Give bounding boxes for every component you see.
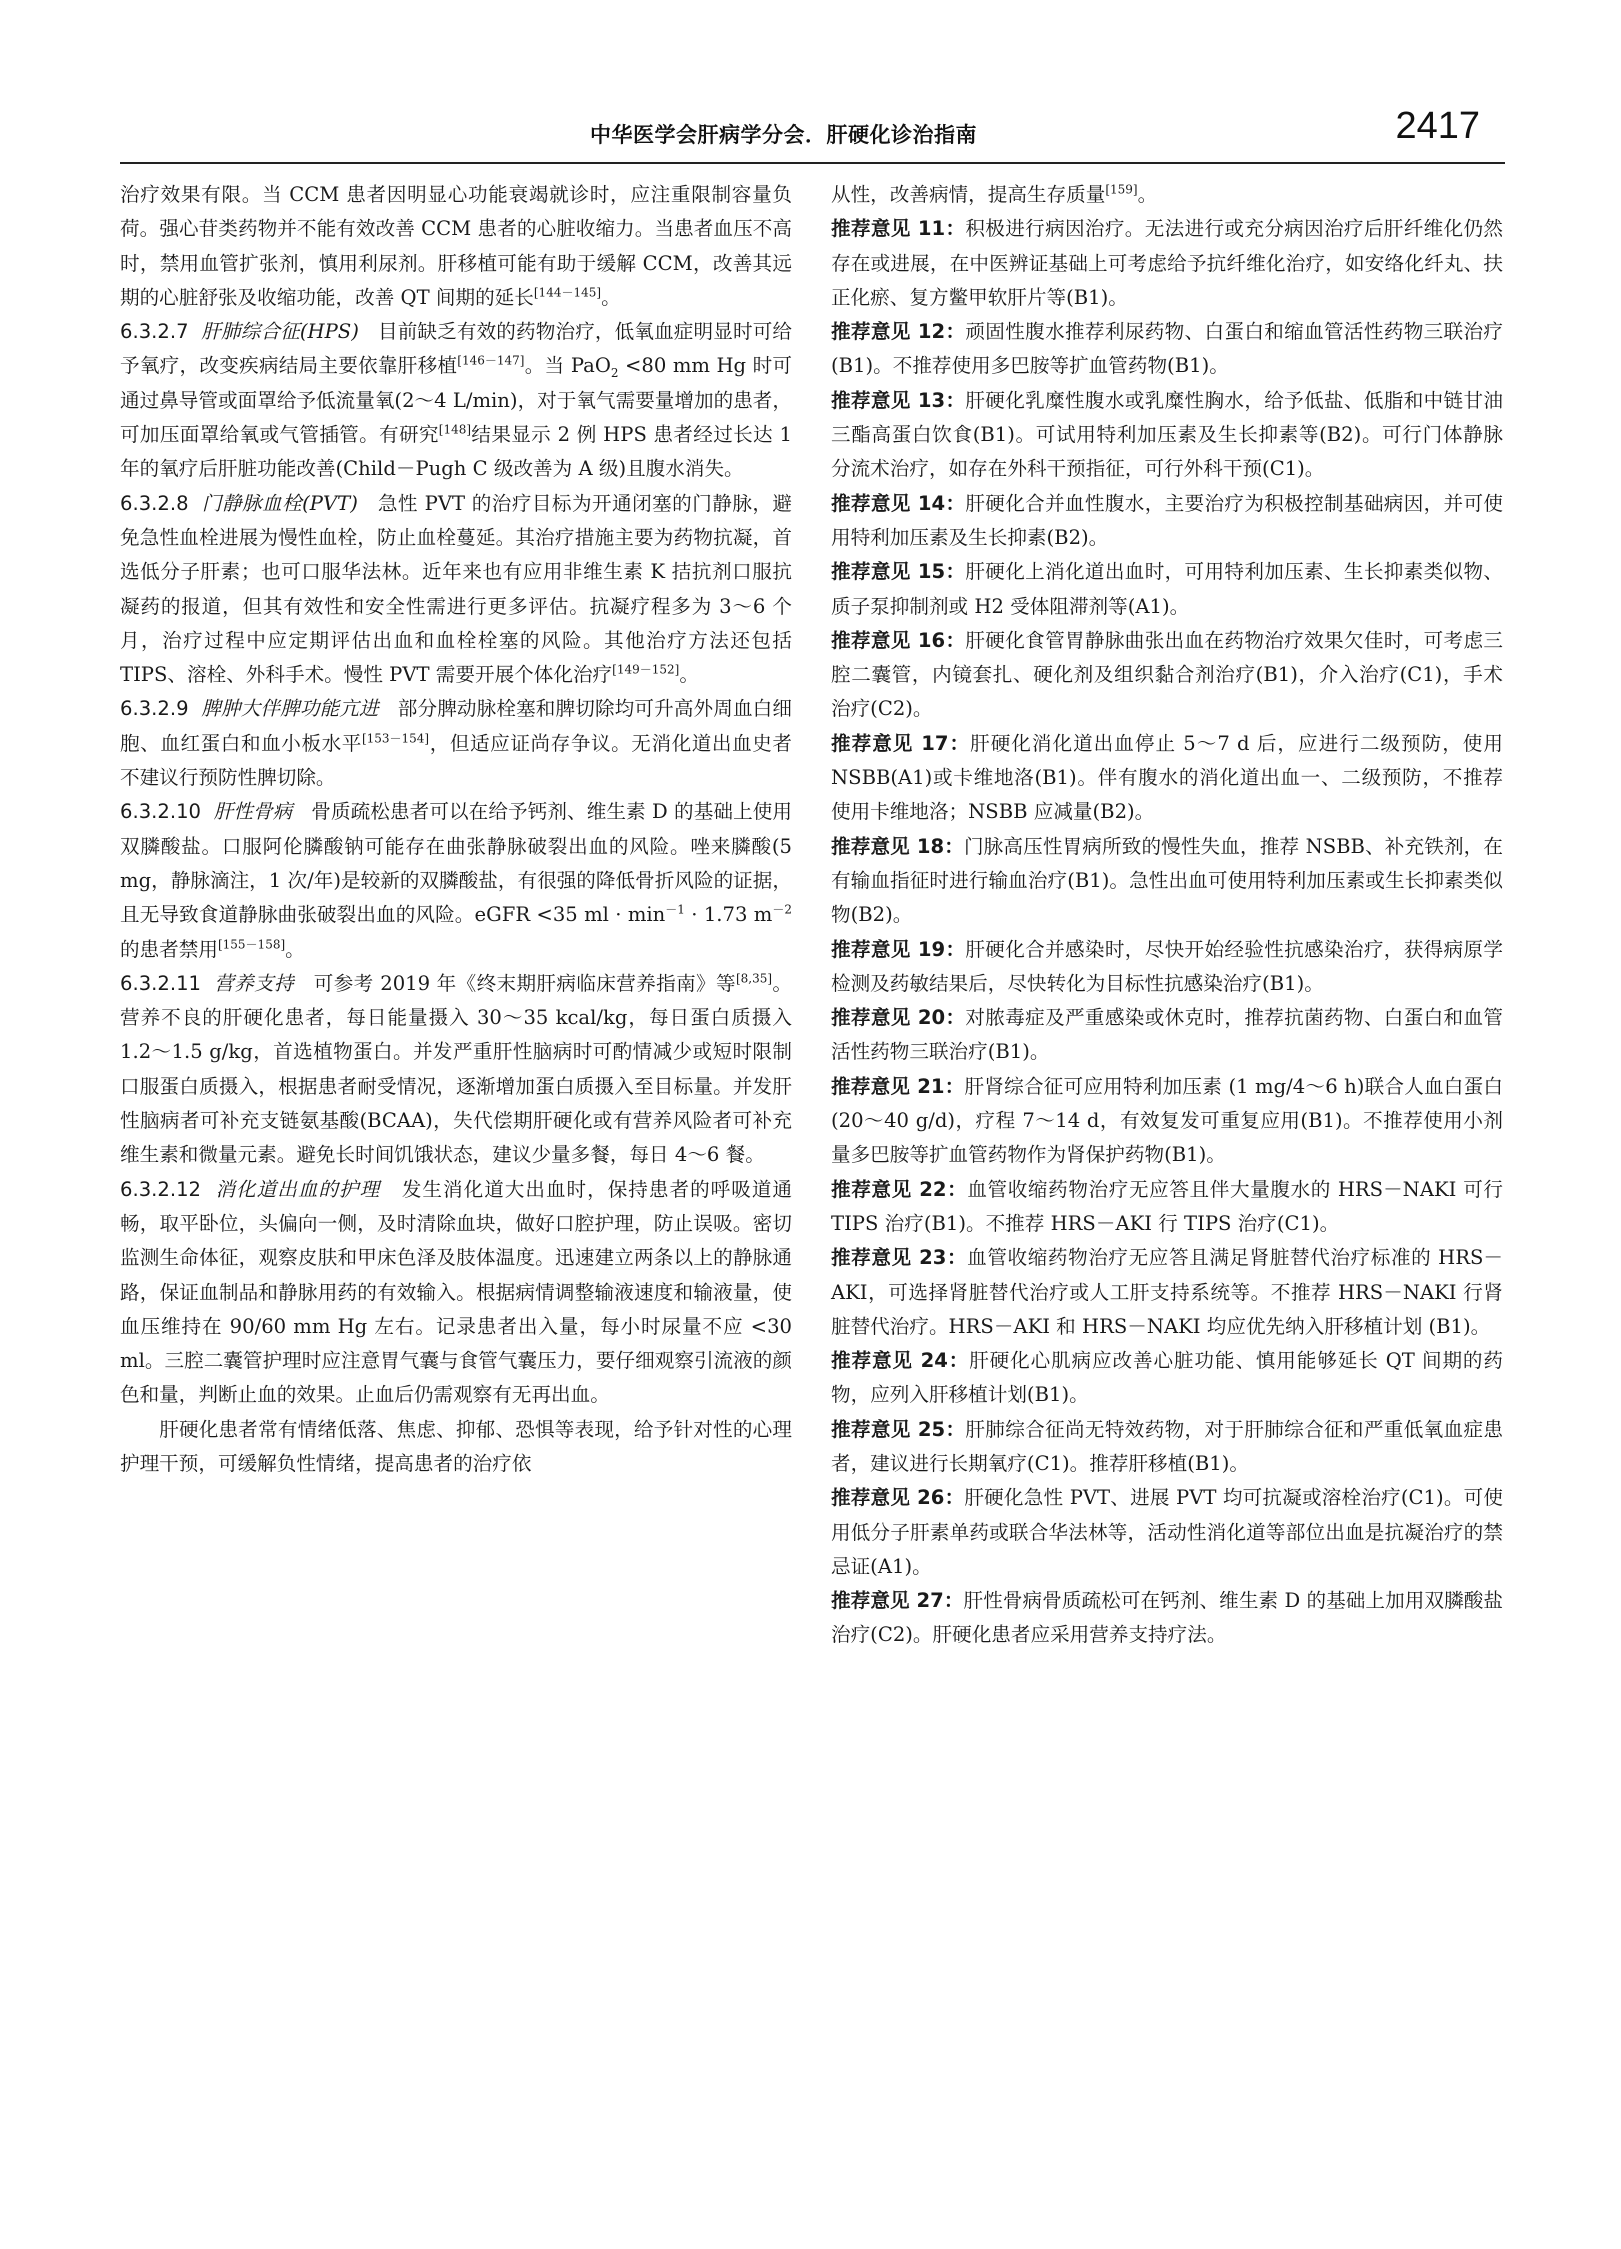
recommendation-label: 推荐意见 16： bbox=[831, 628, 966, 652]
recommendation-text: 肝性骨病骨质疏松可在钙剂、维生素 D 的基础上加用双膦酸盐治疗(C2)。肝硬化患者应采用营养支持疗法。 bbox=[831, 1589, 1503, 1647]
section-number: 6.3.2.7 bbox=[120, 320, 189, 344]
recommendation bbox=[831, 1241, 1503, 1344]
recommendation-text: 肝硬化上消化道出血时，可用特利加压素、生长抑素类似物、质子泵抑制剂或 H2 受体阻滞剂等(A1)。 bbox=[831, 560, 1503, 618]
recommendation-label: 推荐意见 26： bbox=[831, 1486, 965, 1510]
recommendation-text: 肝硬化心肌病应改善心脏功能、慎用能够延长 QT 间期的药物，应列入肝移植计划(B1)。 bbox=[831, 1349, 1503, 1407]
right-column bbox=[831, 178, 1503, 1653]
recommendation-text: 肝肺综合征尚无特效药物，对于肝肺综合征和严重低氧血症患者，建议进行长期氧疗(C1)。推荐肝移植(B1)。 bbox=[831, 1417, 1503, 1475]
recommendation bbox=[831, 727, 1503, 830]
recommendation-text: 肝硬化合并血性腹水，主要治疗为积极控制基础病因，并可使用特利加压素及生长抑素(B2)。 bbox=[831, 491, 1503, 549]
text: 治疗效果有限。当 CCM 患者因明显心功能衰竭就诊时，应注重限制容量负荷。强心苷类药物并不能有效改善 CCM 患者的心脏收缩力。当患者血压不高时，禁用血管扩张剂，慎用利尿剂。肝移植可能有助于缓解 CCM，改善其远期的心脏舒张及收缩功能，改善 QT 间期的延长 bbox=[120, 183, 792, 309]
recommendation bbox=[831, 487, 1503, 556]
text: 发生消化道大出血时，保持患者的呼吸道通畅，取平卧位，头偏向一侧，及时清除血块，做好口腔护理，防止误吸。密切监测生命体征，观察皮肤和甲床色泽及肢体温度。迅速建立两条以上的静脉通路，保证血制品和静脉用药的有效输入。根据病情调整输液速度和输液量，使血压维持在 90/60 mm Hg 左右。记录患者出入量，每小时尿量不应 <30 ml。三腔二囊管护理时应注意胃气囊与食管气囊压力，要仔细观察引流液的颜色和量，判断止血的效果。止血后仍需观察有无再出血。 bbox=[120, 1177, 793, 1407]
section-title: 肝肺综合征(HPS) bbox=[201, 320, 359, 344]
recommendation-text: 肝硬化合并感染时，尽快开始经验性抗感染治疗，获得病原学检测及药敏结果后，尽快转化为目标性抗感染治疗(B1)。 bbox=[831, 937, 1503, 995]
recommendation-text: 门脉高压性胃病所致的慢性失血，推荐 NSBB、补充铁剂，在有输血指征时进行输血治疗(B1)。急性出血可使用特利加压素或生长抑素类似物(B2)。 bbox=[831, 834, 1503, 927]
continued-paragraph bbox=[831, 178, 1503, 212]
section-title: 肝性骨病 bbox=[213, 800, 293, 824]
section-6-3-2-10 bbox=[120, 795, 792, 966]
text: 部分脾动脉栓塞和脾切除均可升高外周血白细胞、血红蛋白和血小板水平 bbox=[120, 697, 792, 755]
text: <80 mm Hg 时可通过鼻导管或面罩给予低流量氧(2～4 L/min)，对于氧气需要量增加的患者，可加压面罩给氧或气管插管。有研究 bbox=[120, 354, 793, 447]
citation: [8,35] bbox=[735, 971, 773, 986]
recommendation bbox=[831, 315, 1503, 384]
recommendation-text: 对脓毒症及严重感染或休克时，推荐抗菌药物、白蛋白和血管活性药物三联治疗(B1)。 bbox=[831, 1006, 1503, 1064]
recommendation-label: 推荐意见 22： bbox=[831, 1177, 968, 1201]
text: 。 bbox=[601, 285, 621, 309]
recommendation-text: 肝肾综合征可应用特利加压素 (1 mg/4～6 h)联合人血白蛋白(20～40 g/d)，疗程 7～14 d，有效复发可重复应用(B1)。不推荐使用小剂量多巴胺等扩血管药物作为肾保护药物(B1)。 bbox=[831, 1074, 1504, 1167]
section-number: 6.3.2.8 bbox=[120, 491, 189, 515]
recommendation bbox=[831, 1001, 1503, 1070]
recommendation-label: 推荐意见 24： bbox=[831, 1349, 970, 1373]
citation: [153－154] bbox=[361, 731, 430, 746]
superscript: －1 bbox=[665, 902, 685, 917]
recommendation bbox=[831, 1070, 1503, 1173]
recommendation-label: 推荐意见 18： bbox=[831, 834, 964, 858]
recommendation bbox=[831, 1173, 1503, 1242]
recommendation-label: 推荐意见 23： bbox=[831, 1246, 968, 1270]
recommendation-label: 推荐意见 11： bbox=[831, 217, 966, 241]
section-title: 消化道出血的护理 bbox=[215, 1177, 381, 1201]
recommendation-label: 推荐意见 12： bbox=[831, 320, 966, 344]
recommendation-text: 肝硬化消化道出血停止 5～7 d 后，应进行二级预防，使用 NSBB(A1)或卡维地洛(B1)。伴有腹水的消化道出血一、二级预防，不推荐使用卡维地洛；NSBB 应减量(B2)。 bbox=[831, 731, 1503, 824]
recommendation-label: 推荐意见 21： bbox=[831, 1074, 965, 1098]
header-rule bbox=[120, 162, 1505, 164]
citation: [155－158] bbox=[217, 937, 286, 951]
left-column bbox=[120, 178, 792, 1481]
page-header bbox=[120, 105, 1500, 155]
citation: [159] bbox=[1105, 182, 1138, 197]
text: · 1.73 m bbox=[684, 903, 773, 927]
recommendation bbox=[831, 830, 1503, 933]
recommendation-text: 肝硬化急性 PVT、进展 PVT 均可抗凝或溶栓治疗(C1)。可使用低分子肝素单药或联合华法林等，活动性消化道等部位出血是抗凝治疗的禁忌证(A1)。 bbox=[831, 1486, 1503, 1578]
paragraph-ccm bbox=[120, 178, 792, 315]
recommendation-text: 血管收缩药物治疗无应答且满足肾脏替代治疗标准的 HRS－AKI，可选择肾脏替代治疗或人工肝支持系统等。不推荐 HRS－NAKI 行肾脏替代治疗。HRS－AKI 和 HRS－NAKI 均应优先纳入肝移植计划 (B1)。 bbox=[831, 1246, 1503, 1338]
section-6-3-2-7 bbox=[120, 315, 792, 486]
recommendation bbox=[831, 212, 1503, 315]
recommendation-text: 积极进行病因治疗。无法进行或充分病因治疗后肝纤维化仍然存在或进展，在中医辨证基础上可考虑给予抗纤维化治疗，如安络化纤丸、扶正化瘀、复方鳖甲软肝片等(B1)。 bbox=[831, 217, 1503, 309]
section-title: 脾肿大伴脾功能亢进 bbox=[201, 697, 379, 721]
section-title: 门静脉血栓(PVT) bbox=[201, 491, 358, 515]
subscript: 2 bbox=[610, 366, 619, 381]
text: 从性，改善病情，提高生存质量 bbox=[831, 183, 1106, 206]
recommendation-label: 推荐意见 15： bbox=[831, 560, 966, 584]
text: 。 bbox=[285, 937, 305, 961]
text: 。 bbox=[679, 663, 699, 687]
recommendation-label: 推荐意见 19： bbox=[831, 937, 966, 961]
recommendation-label: 推荐意见 20： bbox=[831, 1006, 966, 1030]
recommendation-text: 肝硬化乳糜性腹水或乳糜性胸水，给予低盐、低脂和中链甘油三酯高蛋白饮食(B1)。可试用特利加压素及生长抑素等(B2)。可行门体静脉分流术治疗，如存在外科干预指征，可行外科干预(C1)。 bbox=[831, 388, 1503, 481]
citation: [149－152] bbox=[612, 662, 680, 677]
recommendation-label: 推荐意见 27： bbox=[831, 1589, 964, 1613]
recommendation-text: 肝硬化食管胃静脉曲张出血在药物治疗效果欠佳时，可考虑三腔二囊管，内镜套扎、硬化剂及组织黏合剂治疗(B1)，介入治疗(C1)，手术治疗(C2)。 bbox=[831, 628, 1503, 721]
recommendation-list bbox=[831, 212, 1503, 1652]
recommendation-label: 推荐意见 17： bbox=[831, 731, 971, 755]
recommendation-text: 顽固性腹水推荐利尿药物、白蛋白和缩血管活性药物三联治疗(B1)。不推荐使用多巴胺等扩血管药物(B1)。 bbox=[831, 320, 1503, 378]
section-6-3-2-8 bbox=[120, 487, 792, 693]
citation: [146－147] bbox=[457, 353, 525, 368]
recommendation bbox=[831, 384, 1503, 487]
section-6-3-2-12 bbox=[120, 1173, 792, 1413]
section-number: 6.3.2.11 bbox=[120, 971, 202, 995]
text: ，但适应证尚存争议。无消化道出血史者不建议行预防性脾切除。 bbox=[120, 731, 793, 790]
citation: [144－145] bbox=[533, 285, 602, 300]
section-title: 营养支持 bbox=[214, 971, 295, 995]
recommendation bbox=[831, 1413, 1503, 1482]
paragraph-psychological-care: 肝硬化患者常有情绪低落、焦虑、抑郁、恐惧等表现，给予针对性的心理护理干预，可缓解负性情绪，提高患者的治疗依 bbox=[120, 1417, 792, 1475]
recommendation bbox=[831, 1344, 1503, 1413]
recommendation-label: 推荐意见 14： bbox=[831, 491, 966, 515]
text: 的患者禁用 bbox=[120, 937, 218, 961]
text: 目前缺乏有效的药物治疗，低氧血症明显时可给予氧疗，改变疾病结局主要依靠肝移植 bbox=[120, 320, 793, 378]
text: 急性 PVT 的治疗目标为开通闭塞的门静脉，避免急性血栓进展为慢性血栓，防止血栓蔓延。其治疗措施主要为药物抗凝，首选低分子肝素；也可口服华法林。近年来也有应用非维生素 K 拮抗剂口服抗凝药的报道，但其有效性和安全性需进行更多评估。抗凝疗程多为 3～6 个月，治疗过程中应定期评估出血和血栓栓塞的风险。其他治疗方法还包括 TIPS、溶栓、外科手术。慢性 PVT 需要开展个体化治疗 bbox=[120, 491, 792, 687]
superscript: －2 bbox=[772, 902, 792, 917]
recommendation bbox=[831, 624, 1503, 727]
recommendation-label: 推荐意见 25： bbox=[831, 1417, 966, 1441]
text: 。当 PaO bbox=[524, 354, 611, 378]
recommendation bbox=[831, 1584, 1503, 1653]
recommendation bbox=[831, 555, 1503, 624]
citation: [148] bbox=[438, 422, 472, 437]
text: 。 bbox=[1137, 183, 1158, 206]
text: 。营养不良的肝硬化患者，每日能量摄入 30～35 kcal/kg，每日蛋白质摄入 1.2～1.5 g/kg，首选植物蛋白。并发严重肝性脑病时可酌情减少或短时限制口服蛋白质摄入，根据患者耐受情况，逐渐增加蛋白质摄入至目标量。并发肝性脑病者可补充支链氨基酸(BCAA)，失代偿期肝硬化或有营养风险者可补充维生素和微量元素。避免长时间饥饿状态，建议少量多餐，每日 4～6 餐。 bbox=[120, 971, 793, 1167]
section-6-3-2-11 bbox=[120, 967, 792, 1173]
text: 可参考 2019 年《终末期肝病临床营养指南》等 bbox=[313, 971, 736, 995]
section-number: 6.3.2.10 bbox=[120, 800, 202, 824]
section-number: 6.3.2.9 bbox=[120, 697, 189, 721]
recommendation bbox=[831, 1481, 1503, 1584]
running-title: 中华医学会肝病学分会．肝硬化诊治指南 bbox=[590, 123, 977, 147]
recommendation-label: 推荐意见 13： bbox=[831, 388, 966, 412]
text: 结果显示 2 例 HPS 患者经过长达 1 年的氧疗后肝脏功能改善(Child－Pugh C 级改善为 A 级)且腹水消失。 bbox=[120, 423, 792, 481]
recommendation bbox=[831, 933, 1503, 1002]
section-6-3-2-9 bbox=[120, 692, 792, 795]
page-number: 2417 bbox=[1395, 105, 1480, 147]
text: 骨质疏松患者可以在给予钙剂、维生素 D 的基础上使用双膦酸盐。口服阿伦膦酸钠可能存在曲张静脉破裂出血的风险。唑来膦酸(5 mg，静脉滴注，1 次/年)是较新的双膦酸盐，有很强的降低骨折风险的证据，且无导致食道静脉曲张破裂出血的风险。eGFR <35 ml · min bbox=[120, 800, 793, 927]
recommendation-text: 血管收缩药物治疗无应答且伴大量腹水的 HRS－NAKI 可行 TIPS 治疗(B1)。不推荐 HRS－AKI 行 TIPS 治疗(C1)。 bbox=[831, 1177, 1503, 1235]
section-number: 6.3.2.12 bbox=[120, 1177, 202, 1201]
